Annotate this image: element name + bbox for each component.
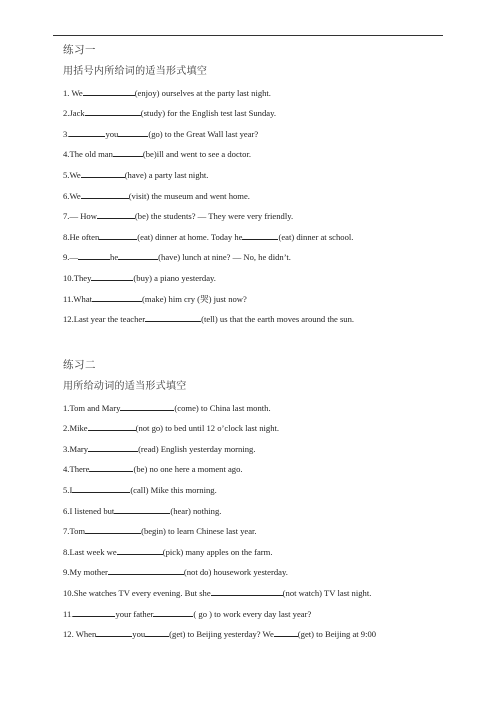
answer-blank[interactable] <box>118 128 148 137</box>
question-text: (begin) to learn Chinese last year. <box>141 526 257 537</box>
question-text: (be) no one here a moment ago. <box>133 464 243 475</box>
question-text: 2.Mike <box>63 423 88 434</box>
question-line <box>63 525 456 537</box>
question-list <box>63 402 456 641</box>
question-text: you <box>105 128 119 139</box>
header-rule <box>53 35 443 36</box>
question-text: 4.There <box>63 464 90 475</box>
question-line <box>63 190 456 202</box>
answer-blank[interactable] <box>97 210 135 219</box>
question-line <box>63 107 456 119</box>
answer-blank[interactable] <box>92 293 142 302</box>
answer-blank[interactable] <box>114 505 170 514</box>
question-text: 11.What <box>63 293 93 304</box>
question-text: (have) a party last night. <box>124 169 209 180</box>
answer-blank[interactable] <box>108 566 184 575</box>
question-text: (eat) dinner at home. Today he <box>137 231 243 242</box>
answer-blank[interactable] <box>145 313 201 322</box>
exercise-section-2 <box>63 359 456 640</box>
question-text: 2.Jack <box>63 108 85 119</box>
question-line <box>63 293 456 305</box>
answer-blank[interactable] <box>274 628 298 637</box>
question-line <box>63 402 456 414</box>
question-line <box>63 169 456 181</box>
question-text: (be)ill and went to see a doctor. <box>142 149 251 160</box>
answer-blank[interactable] <box>73 608 115 617</box>
answer-blank[interactable] <box>242 231 278 240</box>
answer-blank[interactable] <box>69 128 105 137</box>
question-text: 7.— How <box>63 211 97 222</box>
question-line <box>63 443 456 455</box>
question-line <box>63 463 456 475</box>
question-line <box>63 231 456 243</box>
question-text: 5.We <box>63 169 81 180</box>
question-text: (come) to China last month. <box>174 402 271 413</box>
question-text: (not do) housework yesterday. <box>183 567 288 578</box>
question-text: 8.He often <box>63 231 100 242</box>
question-line <box>63 272 456 284</box>
answer-blank[interactable] <box>85 525 141 534</box>
question-text: (get) to Beijing yesterday? We <box>169 629 274 640</box>
question-text: 8.Last week we <box>63 546 117 557</box>
question-line <box>63 422 456 434</box>
question-text: 3. <box>63 128 70 139</box>
question-text: (make) him cry (哭) just now? <box>142 293 247 304</box>
question-line <box>63 628 456 640</box>
answer-blank[interactable] <box>96 628 132 637</box>
answer-blank[interactable] <box>113 148 143 157</box>
question-text: 6.We <box>63 190 81 201</box>
question-line <box>63 128 456 140</box>
question-line <box>63 587 456 599</box>
question-text: 3.Mary <box>63 443 89 454</box>
question-line <box>63 608 456 620</box>
question-text: your father <box>115 608 154 619</box>
answer-blank[interactable] <box>145 628 169 637</box>
question-text: 10.They <box>63 272 92 283</box>
answer-blank[interactable] <box>153 608 193 617</box>
answer-blank[interactable] <box>81 190 129 199</box>
question-text: 4.The old man <box>63 149 113 160</box>
question-text: 6.I listened but <box>63 505 115 516</box>
question-text: (hear) nothing. <box>170 505 222 516</box>
answer-blank[interactable] <box>99 231 137 240</box>
question-line <box>63 210 456 222</box>
answer-blank[interactable] <box>72 484 130 493</box>
question-text: (go) to the Great Wall last year? <box>148 128 259 139</box>
question-text: (tell) us that the earth moves around the sun. <box>201 314 355 325</box>
question-line <box>63 87 456 99</box>
question-text: 11. <box>63 608 74 619</box>
question-list <box>63 87 456 326</box>
answer-blank[interactable] <box>211 587 283 596</box>
question-line <box>63 148 456 160</box>
question-line <box>63 566 456 578</box>
answer-blank[interactable] <box>91 272 133 281</box>
question-text: 12. When <box>63 629 97 640</box>
question-text: 5.I <box>63 484 73 495</box>
question-line <box>63 546 456 558</box>
question-text: (call) Mike this morning. <box>130 484 217 495</box>
question-text: 1. We <box>63 87 83 98</box>
question-text: 9.— <box>63 252 79 263</box>
question-text: (have) lunch at nine? — No, he didn’t. <box>158 252 291 263</box>
section-instruction: 用括号内所给词的适当形式填空 <box>63 66 208 77</box>
question-text: (not watch) TV last night. <box>282 587 372 598</box>
section-instruction: 用所给动词的适当形式填空 <box>63 381 187 392</box>
answer-blank[interactable] <box>81 169 125 178</box>
question-text: (read) English yesterday morning. <box>138 443 256 454</box>
question-text: (be) the students? — They were very friendly. <box>134 211 294 222</box>
question-text: (enjoy) ourselves at the party last night. <box>134 87 271 98</box>
question-text: he <box>110 252 119 263</box>
answer-blank[interactable] <box>78 251 110 260</box>
question-text: ( go ) to work every day last year? <box>193 608 312 619</box>
answer-blank[interactable] <box>85 107 141 116</box>
question-text: (get) to Beijing at 9:00 <box>297 629 377 640</box>
question-text: 1.Tom and Mary <box>63 402 121 413</box>
question-text: (buy) a piano yesterday. <box>133 272 216 283</box>
question-text: (not go) to bed until 12 o’clock last night. <box>135 423 280 434</box>
question-line <box>63 313 456 325</box>
question-text: 7.Tom <box>63 526 86 537</box>
question-text: 12.Last year the teacher <box>63 314 146 325</box>
question-line <box>63 251 456 263</box>
question-text: (visit) the museum and went home. <box>128 190 250 201</box>
answer-blank[interactable] <box>83 87 135 96</box>
question-line <box>63 484 456 496</box>
section-title: 练习一 <box>63 45 96 56</box>
answer-blank[interactable] <box>117 546 163 555</box>
question-text: (eat) dinner at school. <box>278 231 354 242</box>
answer-blank[interactable] <box>88 443 138 452</box>
question-text: 10.She watches TV every evening. But she <box>63 587 211 598</box>
question-text: you <box>132 629 146 640</box>
question-text: (study) for the English test last Sunday. <box>140 108 276 119</box>
exercise-section-1 <box>63 44 456 325</box>
answer-blank[interactable] <box>118 251 158 260</box>
answer-blank[interactable] <box>120 402 174 411</box>
question-text: 9.My mother <box>63 567 108 578</box>
question-line <box>63 505 456 517</box>
section-title: 练习二 <box>63 360 96 371</box>
question-text: (pick) many apples on the farm. <box>162 546 273 557</box>
answer-blank[interactable] <box>88 422 136 431</box>
answer-blank[interactable] <box>89 463 133 472</box>
